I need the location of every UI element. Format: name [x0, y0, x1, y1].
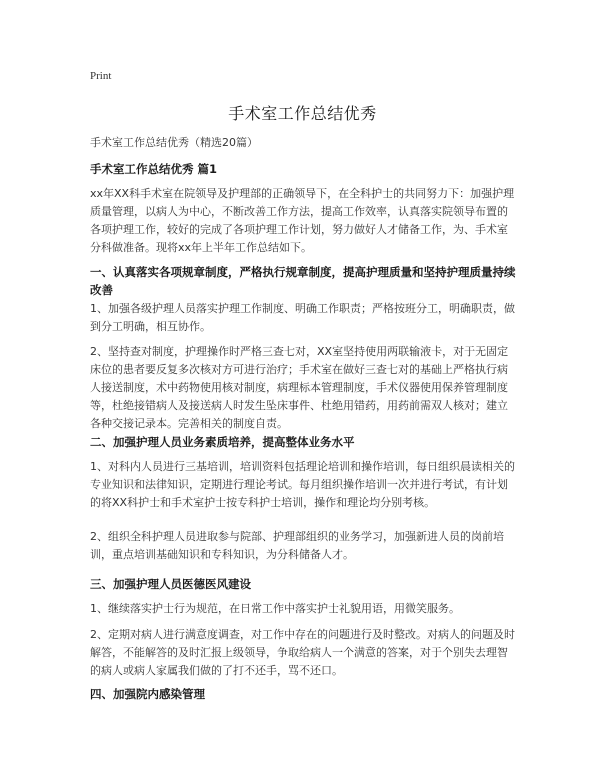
- section-title: 手术室工作总结优秀 篇1: [90, 162, 218, 176]
- document-subtitle: 手术室工作总结优秀（精选20篇）: [90, 136, 258, 149]
- paragraph-2-2: 2、组织全科护理人员进取参与院部、护理部组织的业务学习，加强新进人员的岗前培训，重点培训基础知识和专科知识，为分科储备人才。: [90, 530, 504, 561]
- paragraph-3-2: 2、定期对病人进行满意度调查，对工作中存在的问题进行及时整改。对病人的问题及时解答，不能解答的及时汇报上级领导，争取给病人一个满意的答案，对于个别失去理智的病人或病人家属我们做的了打不还手，骂不还口。: [90, 628, 515, 677]
- paragraph-2-1: 1、对科内人员进行三基培训，培训资料包括理论培训和操作培训，每日组织晨读相关的专业知识和法律知识，定期进行理论考试。每月组织操作培训一次并进行考试，有计划的将XX科护士和手术室护士按专科护士培训，操作和理论均分别考核。: [90, 460, 515, 509]
- document-title: 手术室工作总结优秀: [228, 104, 377, 123]
- heading-1: 一、认真落实各项规章制度，严格执行规章制度，提高护理质量和坚持护理质量持续改善: [90, 265, 516, 297]
- print-label: Print: [90, 70, 112, 82]
- paragraph-1-2: 2、坚持查对制度，护理操作时严格三查七对，XX室坚持使用两联输液卡，对于无固定床位的患者要反复多次核对方可进行治疗；手术室在做好三查七对的基础上严格执行病人接送制度，术中药物使用核对制度，病理标本管理制度，手术仪器使用保养管理制度等，杜绝接错病人及接送病人时发生坠床事件、杜绝用错药，用药前需双人核对；建立各种交接记录本。完善相关的制度自责。: [90, 345, 509, 430]
- heading-2: 二、加强护理人员业务素质培养，提高整体业务水平: [90, 435, 355, 449]
- intro-paragraph: xx年XX科手术室在院领导及护理部的正确领导下，在全科护士的共同努力下：加强护理质量管理，以病人为中心，不断改善工作方法，提高工作效率，认真落实院领导布置的各项护理工作，较好的完成了各项护理工作计划，努力做好人才储备工作，为、手术室分科做准备。现将xx年上半年工作总结如下。: [90, 187, 515, 254]
- heading-3: 三、加强护理人员医德医风建设: [90, 577, 251, 591]
- heading-4: 四、加强院内感染管理: [90, 687, 205, 701]
- paragraph-3-1: 1、继续落实护士行为规范，在日常工作中落实护士礼貌用语，用微笑服务。: [90, 602, 460, 615]
- paragraph-1-1: 1、加强各级护理人员落实护理工作制度、明确工作职责；严格按班分工，明确职责，做到分工明确，相互协作。: [90, 302, 515, 333]
